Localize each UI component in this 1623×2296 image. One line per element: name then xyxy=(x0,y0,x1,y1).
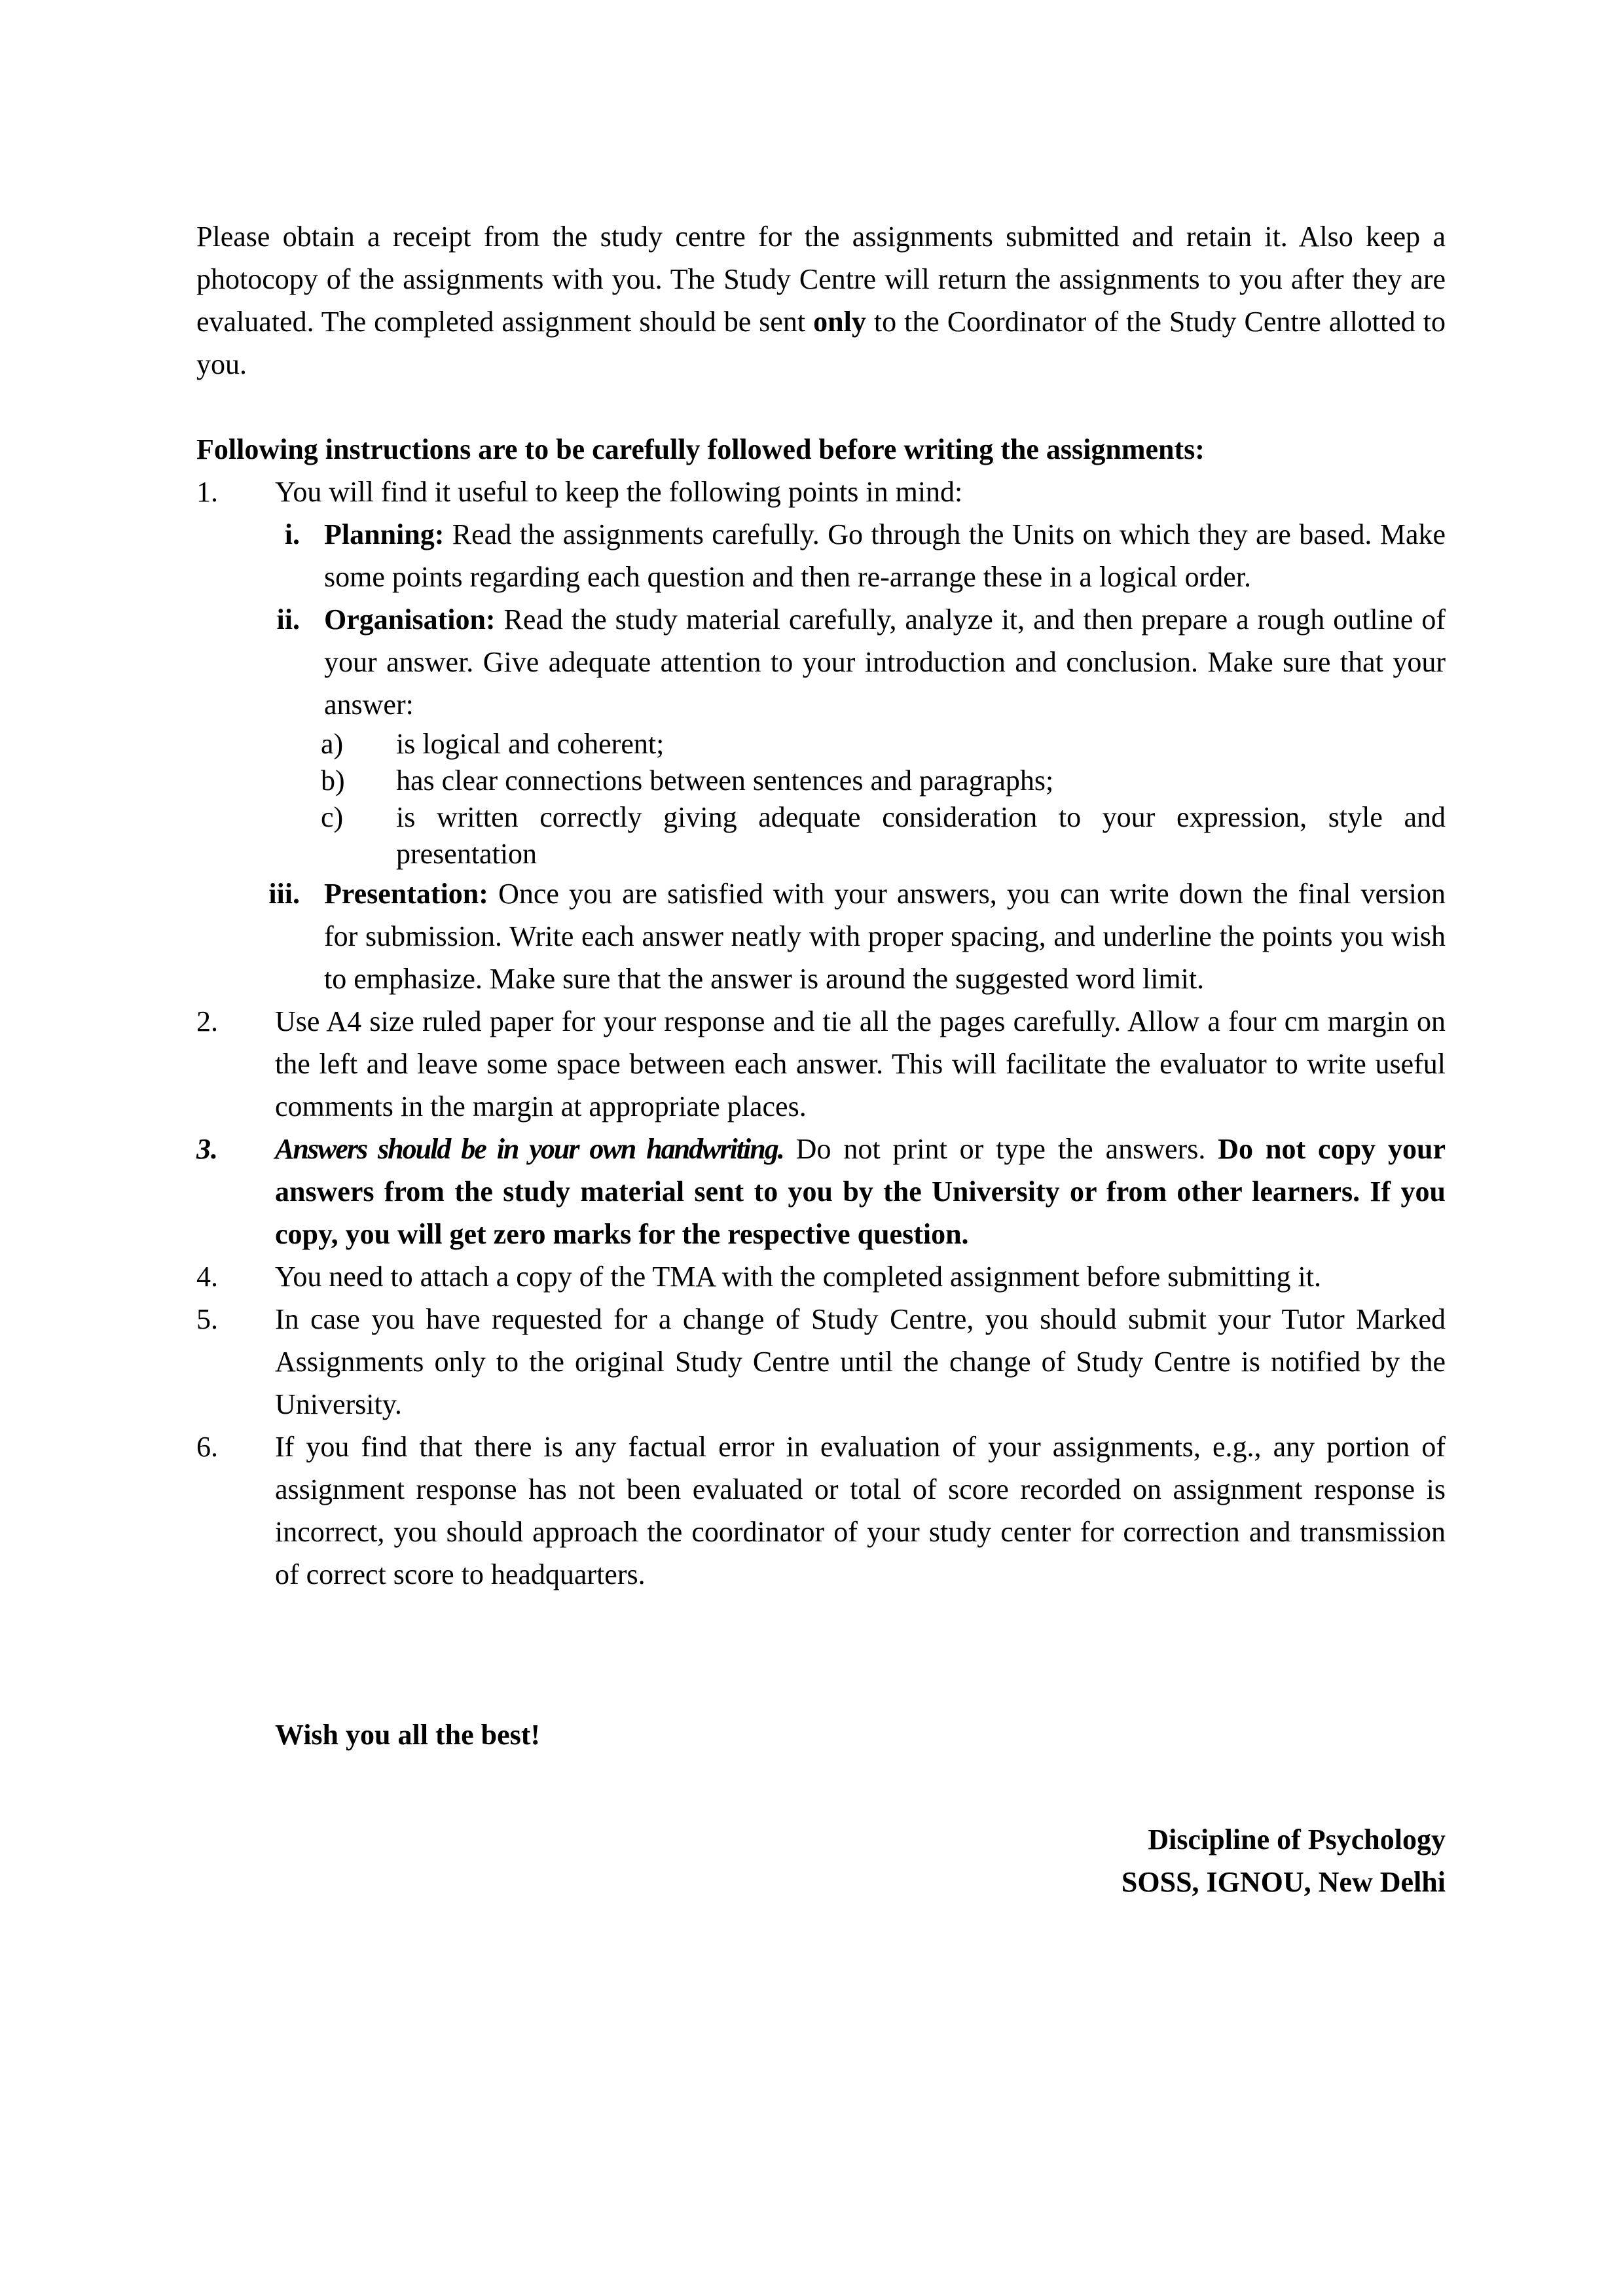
list-marker: ii. xyxy=(276,603,300,636)
list-item-text: is logical and coherent; xyxy=(396,728,665,760)
list-marker: iii. xyxy=(268,878,300,910)
alpha-item-a xyxy=(196,726,1446,762)
intro-text-after: to the Coordinator of the Study Centre allotted to you. xyxy=(196,306,1446,380)
list-marker: 2. xyxy=(196,1005,218,1037)
signature-discipline: Discipline of Psychology xyxy=(1148,1823,1446,1856)
roman-item-planning xyxy=(196,513,1446,598)
list-item-text: has clear connections between sentences and paragraphs; xyxy=(396,764,1054,797)
list-item-text: In case you have requested for a change of Study Centre, you should submit your Tutor Marked Assignments only to the original Study Centre until the change of Study Centre is notified by the University. xyxy=(275,1303,1446,1420)
list-item-text: is written correctly giving adequate consideration to your expression, style and presentation xyxy=(396,801,1446,870)
intro-text-before: Please obtain a receipt from the study centre for the assignments submitted and retain it. Also keep a photocopy of the assignments with you. The Study Centre will return the assignments to you after they are evaluated. The completed assignment should be sent xyxy=(196,221,1446,338)
intro-bold-word: only xyxy=(813,306,866,338)
signature-block xyxy=(196,1818,1446,1903)
alpha-item-c xyxy=(196,799,1446,872)
signature-institution: SOSS, IGNOU, New Delhi xyxy=(1121,1866,1446,1898)
list-marker: 5. xyxy=(196,1303,218,1335)
list-item-text: You need to attach a copy of the TMA with the completed assignment before submitting it. xyxy=(275,1261,1321,1293)
intro-paragraph xyxy=(196,215,1446,386)
list-item-text xyxy=(196,872,1446,1000)
list-item-6 xyxy=(196,1426,1446,1596)
planning-text: Read the assignments carefully. Go through the Units on which they are based. Make some points regarding each question and then re-arrange these in a logical order. xyxy=(324,518,1446,593)
planning-label: Planning: xyxy=(324,518,445,550)
list-item-3 xyxy=(196,1128,1446,1255)
list-marker: a) xyxy=(321,728,344,760)
roman-item-presentation xyxy=(196,872,1446,1000)
list-marker: 6. xyxy=(196,1431,218,1463)
list-item-text: You will find it useful to keep the following points in mind: xyxy=(275,476,963,508)
presentation-text: Once you are satisfied with your answers, you can write down the final version for submission. Write each answer neatly with proper spacing, and underline the points you wish to emphasize. Make sure that the answer is around the suggested word limit. xyxy=(324,878,1446,995)
list-item-text: Use A4 size ruled paper for your response and tie all the pages carefully. Allow a four cm margin on the left and leave some space between each answer. This will facilitate the evaluator to write useful comments in the margin at appropriate places. xyxy=(275,1005,1446,1122)
list-item-text xyxy=(196,598,1446,726)
list-item-text: If you find that there is any factual error in evaluation of your assignments, e.g., any portion of assignment response has not been evaluated or total of score recorded on assignment response is incorrect, you should approach the coordinator of your study center for correction and transmission of correct score to headquarters. xyxy=(275,1431,1446,1590)
alpha-item-b xyxy=(196,762,1446,799)
organisation-label: Organisation: xyxy=(324,603,496,636)
list-marker: 4. xyxy=(196,1261,218,1293)
presentation-label: Presentation: xyxy=(324,878,488,910)
handwriting-warning: Answers should be in your own handwriting. xyxy=(275,1133,784,1165)
closing-wish: Wish you all the best! xyxy=(275,1719,541,1751)
list-marker: b) xyxy=(321,764,345,797)
list-marker: 3. xyxy=(196,1133,218,1165)
instructions-heading: Following instructions are to be carefully followed before writing the assignments: xyxy=(196,433,1205,465)
no-copy-warning: Do not copy your answers from the study material sent to you by the University or from other learners. If you copy, you will get zero marks for the respective question. xyxy=(275,1133,1446,1250)
list-item-text xyxy=(196,1128,1446,1255)
list-marker: i. xyxy=(284,518,300,550)
roman-item-organisation xyxy=(196,598,1446,726)
list-item-text xyxy=(196,513,1446,598)
no-print-text: Do not print or type the answers. xyxy=(783,1133,1218,1165)
list-item-5 xyxy=(196,1298,1446,1426)
list-marker: c) xyxy=(321,801,344,833)
list-item-4 xyxy=(196,1255,1446,1298)
organisation-text: Read the study material carefully, analyze it, and then prepare a rough outline of your answer. Give adequate attention to your introduction and conclusion. Make sure that your answer: xyxy=(324,603,1446,721)
list-marker: 1. xyxy=(196,476,218,508)
list-item-2 xyxy=(196,1000,1446,1128)
list-item-1 xyxy=(196,471,1446,513)
